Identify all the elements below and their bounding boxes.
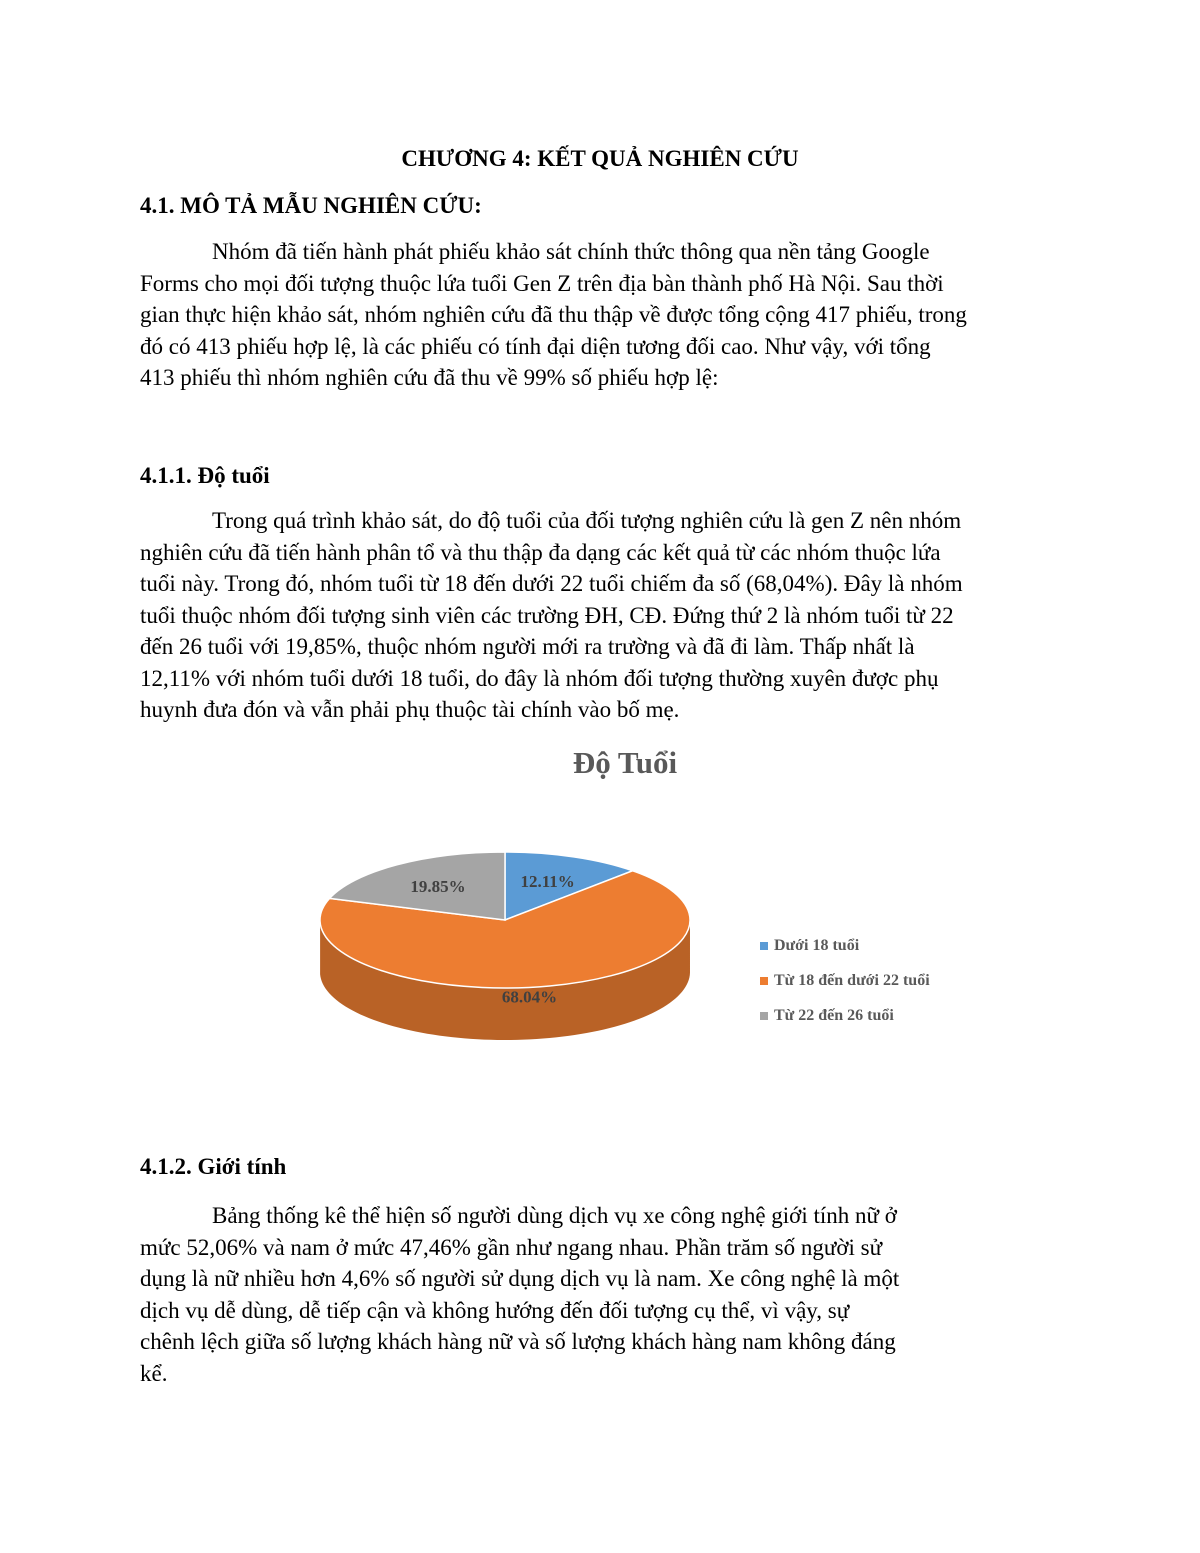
legend-item — [760, 998, 930, 1033]
paragraph-line: đó có 413 phiếu hợp lệ, là các phiếu có tính đại diện tương đối cao. Như vậy, với tổng — [140, 333, 931, 359]
chart-title: Độ Tuổi — [572, 745, 678, 780]
paragraph-line: huynh đưa đón và vẫn phải phụ thuộc tài chính vào bố mẹ. — [140, 697, 680, 722]
paragraph-line: kể. — [140, 1360, 168, 1386]
pie-data-label: 68.04% — [501, 987, 558, 1007]
paragraph-line: Bảng thống kê thể hiện số người dùng dịch vụ xe công nghệ giới tính nữ ở — [212, 1203, 897, 1228]
legend-label: Từ 18 đến dưới 22 tuổi — [774, 971, 930, 989]
pie-data-label: 12.11% — [520, 871, 575, 891]
paragraph-line: 413 phiếu thì nhóm nghiên cứu đã thu về 99% số phiếu hợp lệ: — [140, 365, 719, 390]
paragraph-line: gian thực hiện khảo sát, nhóm nghiên cứu đã thu thập về được tổng cộng 417 phiếu, trong — [140, 302, 967, 327]
legend-label: Từ 22 đến 26 tuổi — [774, 1006, 894, 1024]
paragraph-line: Nhóm đã tiến hành phát phiếu khảo sát chính thức thông qua nền tảng Google — [212, 239, 930, 264]
paragraph-line: nghiên cứu đã tiến hành phân tổ và thu thập đa dạng các kết quả từ các nhóm thuộc lứa — [140, 539, 941, 565]
chapter-title: CHƯƠNG 4: KẾT QUẢ NGHIÊN CỨU — [401, 146, 799, 171]
paragraph-line: dụng là nữ nhiều hơn 4,6% số người sử dụng dịch vụ là nam. Xe công nghệ là một — [140, 1266, 900, 1291]
legend-item — [760, 928, 930, 963]
paragraph-line: mức 52,06% và nam ở mức 47,46% gần như ngang nhau. Phần trăm số người sử — [140, 1234, 883, 1260]
paragraph-line: Trong quá trình khảo sát, do độ tuổi của đối tượng nghiên cứu là gen Z nên nhóm — [212, 508, 962, 533]
legend-swatch — [760, 1012, 768, 1020]
paragraph-line: 12,11% với nhóm tuổi dưới 18 tuổi, do đây là nhóm đối tượng thường xuyên được phụ — [140, 665, 939, 691]
paragraph-gender — [140, 1200, 1060, 1389]
paragraph-line: tuổi thuộc nhóm đối tượng sinh viên các trường ĐH, CĐ. Đứng thứ 2 là nhóm tuổi từ 22 — [140, 602, 954, 628]
paragraph-line: đến 26 tuổi với 19,85%, thuộc nhóm người mới ra trường và đã đi làm. Thấp nhất là — [140, 634, 915, 659]
paragraph-line: Forms cho mọi đối tượng thuộc lứa tuổi Gen Z trên địa bàn thành phố Hà Nội. Sau thời — [140, 270, 944, 296]
legend-swatch — [760, 977, 768, 985]
section-heading-4-1-1: 4.1.1. Độ tuổi — [140, 463, 270, 488]
legend-label: Dưới 18 tuổi — [774, 936, 860, 954]
chart-legend — [760, 928, 930, 1033]
pie-chart — [300, 840, 720, 1090]
legend-item — [760, 963, 930, 998]
paragraph-sample-description — [140, 236, 1060, 394]
pie-data-label: 19.85% — [410, 876, 466, 896]
paragraph-line: dịch vụ dễ dùng, dễ tiếp cận và không hướng đến đối tượng cụ thể, vì vậy, sự — [140, 1297, 850, 1323]
legend-swatch — [760, 942, 768, 950]
section-heading-4-1: 4.1. MÔ TẢ MẪU NGHIÊN CỨU: — [140, 193, 482, 218]
section-heading-4-1-2: 4.1.2. Giới tính — [140, 1154, 287, 1179]
paragraph-line: chênh lệch giữa số lượng khách hàng nữ và số lượng khách hàng nam không đáng — [140, 1329, 896, 1354]
paragraph-age — [140, 505, 1060, 726]
paragraph-line: tuổi này. Trong đó, nhóm tuổi từ 18 đến dưới 22 tuổi chiếm đa số (68,04%). Đây là nhóm — [140, 571, 963, 596]
